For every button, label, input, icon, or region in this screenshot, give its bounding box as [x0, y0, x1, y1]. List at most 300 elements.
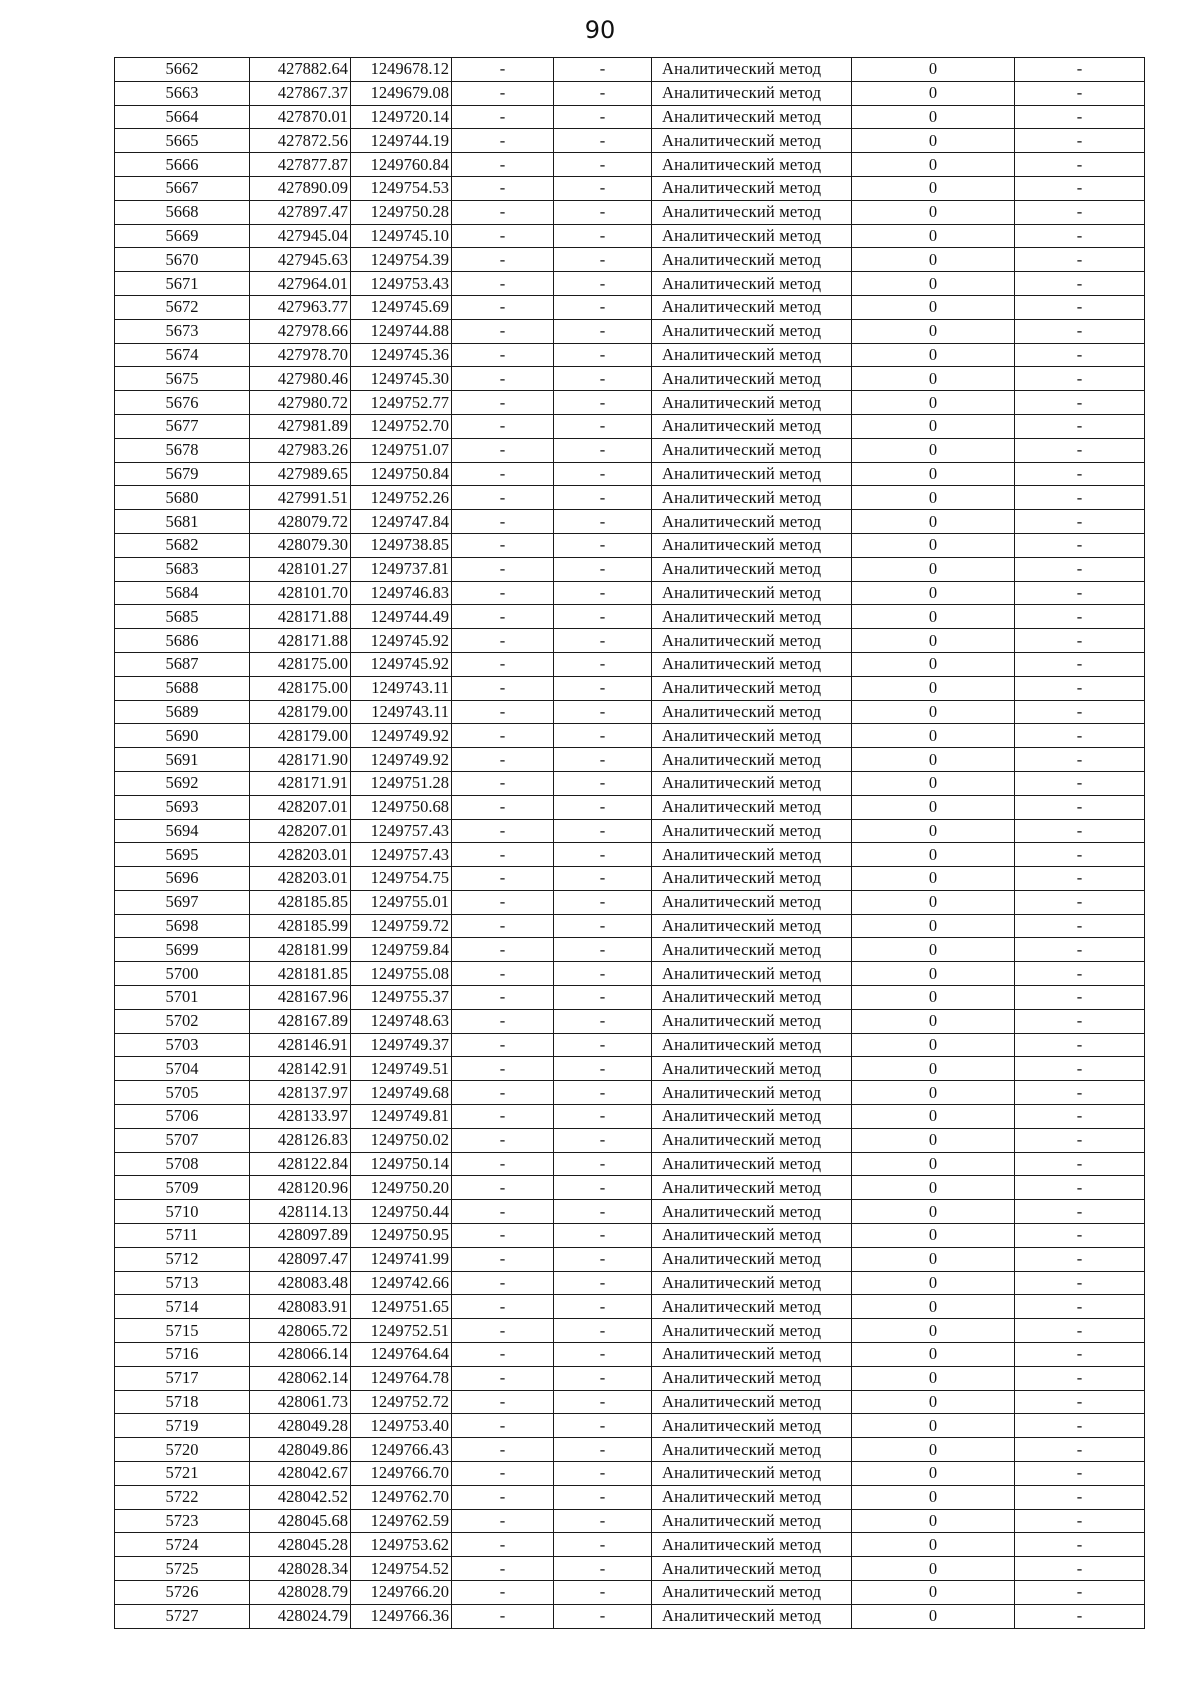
dash-cell: - — [1015, 248, 1145, 272]
error-value-cell: 0 — [852, 1319, 1015, 1343]
dash-cell: - — [554, 343, 652, 367]
table-row — [115, 962, 1145, 986]
x-coordinate-cell: 428114.13 — [250, 1200, 351, 1224]
method-cell: Аналитический метод — [652, 652, 852, 676]
dash-cell: - — [452, 1533, 554, 1557]
point-number-cell: 5712 — [115, 1247, 250, 1271]
dash-cell: - — [452, 771, 554, 795]
method-cell: Аналитический метод — [652, 1319, 852, 1343]
dash-cell: - — [1015, 700, 1145, 724]
error-value-cell: 0 — [852, 581, 1015, 605]
point-number-cell: 5678 — [115, 438, 250, 462]
dash-cell: - — [1015, 272, 1145, 296]
method-cell: Аналитический метод — [652, 1343, 852, 1367]
error-value-cell: 0 — [852, 224, 1015, 248]
y-coordinate-cell: 1249745.10 — [351, 224, 452, 248]
dash-cell: - — [554, 1509, 652, 1533]
x-coordinate-cell: 428066.14 — [250, 1343, 351, 1367]
error-value-cell: 0 — [852, 200, 1015, 224]
dash-cell: - — [1015, 1247, 1145, 1271]
dash-cell: - — [452, 986, 554, 1010]
x-coordinate-cell: 428181.99 — [250, 938, 351, 962]
dash-cell: - — [452, 581, 554, 605]
x-coordinate-cell: 427964.01 — [250, 272, 351, 296]
dash-cell: - — [1015, 748, 1145, 772]
y-coordinate-cell: 1249748.63 — [351, 1009, 452, 1033]
error-value-cell: 0 — [852, 1033, 1015, 1057]
method-cell: Аналитический метод — [652, 1533, 852, 1557]
x-coordinate-cell: 428101.27 — [250, 557, 351, 581]
y-coordinate-cell: 1249744.19 — [351, 129, 452, 153]
dash-cell: - — [1015, 510, 1145, 534]
table-row — [115, 986, 1145, 1010]
x-coordinate-cell: 428097.47 — [250, 1247, 351, 1271]
y-coordinate-cell: 1249754.53 — [351, 176, 452, 200]
x-coordinate-cell: 428079.72 — [250, 510, 351, 534]
dash-cell: - — [452, 962, 554, 986]
table-row — [115, 819, 1145, 843]
point-number-cell: 5704 — [115, 1057, 250, 1081]
point-number-cell: 5711 — [115, 1224, 250, 1248]
dash-cell: - — [554, 319, 652, 343]
y-coordinate-cell: 1249766.70 — [351, 1462, 452, 1486]
dash-cell: - — [1015, 771, 1145, 795]
y-coordinate-cell: 1249764.64 — [351, 1343, 452, 1367]
x-coordinate-cell: 427890.09 — [250, 176, 351, 200]
method-cell: Аналитический метод — [652, 581, 852, 605]
x-coordinate-cell: 428079.30 — [250, 533, 351, 557]
point-number-cell: 5679 — [115, 462, 250, 486]
error-value-cell: 0 — [852, 1295, 1015, 1319]
point-number-cell: 5666 — [115, 153, 250, 177]
table-row — [115, 129, 1145, 153]
dash-cell: - — [1015, 1438, 1145, 1462]
error-value-cell: 0 — [852, 986, 1015, 1010]
dash-cell: - — [554, 867, 652, 891]
dash-cell: - — [1015, 438, 1145, 462]
dash-cell: - — [554, 1319, 652, 1343]
dash-cell: - — [554, 1247, 652, 1271]
point-number-cell: 5717 — [115, 1366, 250, 1390]
dash-cell: - — [1015, 295, 1145, 319]
dash-cell: - — [554, 629, 652, 653]
method-cell: Аналитический метод — [652, 986, 852, 1010]
method-cell: Аналитический метод — [652, 1009, 852, 1033]
table-row — [115, 581, 1145, 605]
table-row — [115, 557, 1145, 581]
point-number-cell: 5718 — [115, 1390, 250, 1414]
y-coordinate-cell: 1249745.92 — [351, 652, 452, 676]
method-cell: Аналитический метод — [652, 391, 852, 415]
dash-cell: - — [554, 1200, 652, 1224]
method-cell: Аналитический метод — [652, 1200, 852, 1224]
table-row — [115, 1247, 1145, 1271]
dash-cell: - — [452, 1271, 554, 1295]
point-number-cell: 5693 — [115, 795, 250, 819]
dash-cell: - — [452, 1319, 554, 1343]
x-coordinate-cell: 428171.91 — [250, 771, 351, 795]
dash-cell: - — [1015, 1343, 1145, 1367]
table-row — [115, 391, 1145, 415]
method-cell: Аналитический метод — [652, 748, 852, 772]
error-value-cell: 0 — [852, 1366, 1015, 1390]
y-coordinate-cell: 1249751.28 — [351, 771, 452, 795]
table-row — [115, 176, 1145, 200]
dash-cell: - — [554, 176, 652, 200]
table-row — [115, 486, 1145, 510]
dash-cell: - — [452, 319, 554, 343]
dash-cell: - — [1015, 367, 1145, 391]
y-coordinate-cell: 1249745.36 — [351, 343, 452, 367]
point-number-cell: 5702 — [115, 1009, 250, 1033]
x-coordinate-cell: 428207.01 — [250, 795, 351, 819]
method-cell: Аналитический метод — [652, 1081, 852, 1105]
method-cell: Аналитический метод — [652, 724, 852, 748]
table-row — [115, 367, 1145, 391]
method-cell: Аналитический метод — [652, 176, 852, 200]
error-value-cell: 0 — [852, 748, 1015, 772]
method-cell: Аналитический метод — [652, 248, 852, 272]
x-coordinate-cell: 428065.72 — [250, 1319, 351, 1343]
dash-cell: - — [452, 1105, 554, 1129]
dash-cell: - — [452, 105, 554, 129]
y-coordinate-cell: 1249749.37 — [351, 1033, 452, 1057]
method-cell: Аналитический метод — [652, 343, 852, 367]
dash-cell: - — [452, 295, 554, 319]
dash-cell: - — [554, 1557, 652, 1581]
x-coordinate-cell: 427989.65 — [250, 462, 351, 486]
dash-cell: - — [1015, 176, 1145, 200]
table-row — [115, 1557, 1145, 1581]
dash-cell: - — [554, 795, 652, 819]
point-number-cell: 5700 — [115, 962, 250, 986]
dash-cell: - — [554, 367, 652, 391]
method-cell: Аналитический метод — [652, 533, 852, 557]
y-coordinate-cell: 1249744.88 — [351, 319, 452, 343]
x-coordinate-cell: 428083.91 — [250, 1295, 351, 1319]
method-cell: Аналитический метод — [652, 1247, 852, 1271]
error-value-cell: 0 — [852, 1271, 1015, 1295]
point-number-cell: 5673 — [115, 319, 250, 343]
method-cell: Аналитический метод — [652, 1485, 852, 1509]
point-number-cell: 5705 — [115, 1081, 250, 1105]
method-cell: Аналитический метод — [652, 1033, 852, 1057]
error-value-cell: 0 — [852, 605, 1015, 629]
dash-cell: - — [554, 1414, 652, 1438]
y-coordinate-cell: 1249766.43 — [351, 1438, 452, 1462]
error-value-cell: 0 — [852, 1390, 1015, 1414]
point-number-cell: 5723 — [115, 1509, 250, 1533]
dash-cell: - — [554, 1033, 652, 1057]
dash-cell: - — [452, 1604, 554, 1628]
dash-cell: - — [452, 1390, 554, 1414]
dash-cell: - — [1015, 1033, 1145, 1057]
error-value-cell: 0 — [852, 248, 1015, 272]
dash-cell: - — [554, 200, 652, 224]
x-coordinate-cell: 428133.97 — [250, 1105, 351, 1129]
error-value-cell: 0 — [852, 1462, 1015, 1486]
table-row — [115, 1438, 1145, 1462]
y-coordinate-cell: 1249750.14 — [351, 1152, 452, 1176]
dash-cell: - — [452, 129, 554, 153]
dash-cell: - — [554, 938, 652, 962]
point-number-cell: 5671 — [115, 272, 250, 296]
x-coordinate-cell: 428203.01 — [250, 867, 351, 891]
method-cell: Аналитический метод — [652, 1581, 852, 1605]
dash-cell: - — [554, 748, 652, 772]
dash-cell: - — [1015, 319, 1145, 343]
error-value-cell: 0 — [852, 272, 1015, 296]
dash-cell: - — [1015, 652, 1145, 676]
table-row — [115, 1009, 1145, 1033]
dash-cell: - — [452, 1438, 554, 1462]
point-number-cell: 5684 — [115, 581, 250, 605]
dash-cell: - — [452, 176, 554, 200]
dash-cell: - — [554, 129, 652, 153]
dash-cell: - — [1015, 1366, 1145, 1390]
dash-cell: - — [554, 1390, 652, 1414]
dash-cell: - — [452, 1414, 554, 1438]
dash-cell: - — [452, 748, 554, 772]
dash-cell: - — [1015, 1581, 1145, 1605]
dash-cell: - — [452, 153, 554, 177]
x-coordinate-cell: 427877.87 — [250, 153, 351, 177]
dash-cell: - — [554, 510, 652, 534]
x-coordinate-cell: 428185.85 — [250, 890, 351, 914]
x-coordinate-cell: 428207.01 — [250, 819, 351, 843]
table-body — [115, 58, 1145, 1629]
dash-cell: - — [452, 724, 554, 748]
table-row — [115, 1604, 1145, 1628]
y-coordinate-cell: 1249752.70 — [351, 414, 452, 438]
table-row — [115, 1081, 1145, 1105]
y-coordinate-cell: 1249745.69 — [351, 295, 452, 319]
error-value-cell: 0 — [852, 319, 1015, 343]
y-coordinate-cell: 1249747.84 — [351, 510, 452, 534]
point-number-cell: 5720 — [115, 1438, 250, 1462]
dash-cell: - — [452, 557, 554, 581]
table-row — [115, 1176, 1145, 1200]
dash-cell: - — [452, 890, 554, 914]
x-coordinate-cell: 428181.85 — [250, 962, 351, 986]
x-coordinate-cell: 428171.90 — [250, 748, 351, 772]
dash-cell: - — [554, 1057, 652, 1081]
point-number-cell: 5683 — [115, 557, 250, 581]
dash-cell: - — [554, 58, 652, 82]
error-value-cell: 0 — [852, 867, 1015, 891]
dash-cell: - — [452, 843, 554, 867]
point-number-cell: 5663 — [115, 81, 250, 105]
method-cell: Аналитический метод — [652, 1271, 852, 1295]
point-number-cell: 5689 — [115, 700, 250, 724]
method-cell: Аналитический метод — [652, 890, 852, 914]
error-value-cell: 0 — [852, 819, 1015, 843]
table-row — [115, 1033, 1145, 1057]
point-number-cell: 5707 — [115, 1128, 250, 1152]
y-coordinate-cell: 1249754.52 — [351, 1557, 452, 1581]
table-row — [115, 700, 1145, 724]
x-coordinate-cell: 427980.72 — [250, 391, 351, 415]
method-cell: Аналитический метод — [652, 462, 852, 486]
method-cell: Аналитический метод — [652, 81, 852, 105]
dash-cell: - — [1015, 1485, 1145, 1509]
dash-cell: - — [1015, 1081, 1145, 1105]
y-coordinate-cell: 1249751.65 — [351, 1295, 452, 1319]
dash-cell: - — [452, 486, 554, 510]
y-coordinate-cell: 1249743.11 — [351, 700, 452, 724]
dash-cell: - — [1015, 986, 1145, 1010]
y-coordinate-cell: 1249750.68 — [351, 795, 452, 819]
method-cell: Аналитический метод — [652, 414, 852, 438]
table-row — [115, 414, 1145, 438]
dash-cell: - — [554, 1366, 652, 1390]
dash-cell: - — [554, 1081, 652, 1105]
y-coordinate-cell: 1249762.59 — [351, 1509, 452, 1533]
dash-cell: - — [452, 438, 554, 462]
table-row — [115, 343, 1145, 367]
x-coordinate-cell: 428024.79 — [250, 1604, 351, 1628]
x-coordinate-cell: 427882.64 — [250, 58, 351, 82]
table-row — [115, 676, 1145, 700]
table-row — [115, 748, 1145, 772]
x-coordinate-cell: 427981.89 — [250, 414, 351, 438]
method-cell: Аналитический метод — [652, 486, 852, 510]
x-coordinate-cell: 428167.89 — [250, 1009, 351, 1033]
point-number-cell: 5713 — [115, 1271, 250, 1295]
y-coordinate-cell: 1249743.11 — [351, 676, 452, 700]
point-number-cell: 5692 — [115, 771, 250, 795]
dash-cell: - — [1015, 1509, 1145, 1533]
dash-cell: - — [554, 1581, 652, 1605]
error-value-cell: 0 — [852, 629, 1015, 653]
y-coordinate-cell: 1249738.85 — [351, 533, 452, 557]
dash-cell: - — [554, 438, 652, 462]
error-value-cell: 0 — [852, 1485, 1015, 1509]
y-coordinate-cell: 1249762.70 — [351, 1485, 452, 1509]
dash-cell: - — [554, 486, 652, 510]
y-coordinate-cell: 1249751.07 — [351, 438, 452, 462]
error-value-cell: 0 — [852, 295, 1015, 319]
point-number-cell: 5687 — [115, 652, 250, 676]
x-coordinate-cell: 427897.47 — [250, 200, 351, 224]
table-row — [115, 510, 1145, 534]
page-number: 90 — [584, 16, 616, 44]
x-coordinate-cell: 428185.99 — [250, 914, 351, 938]
y-coordinate-cell: 1249749.68 — [351, 1081, 452, 1105]
x-coordinate-cell: 428028.79 — [250, 1581, 351, 1605]
dash-cell: - — [1015, 1557, 1145, 1581]
point-number-cell: 5672 — [115, 295, 250, 319]
method-cell: Аналитический метод — [652, 1128, 852, 1152]
dash-cell: - — [1015, 1462, 1145, 1486]
x-coordinate-cell: 428171.88 — [250, 629, 351, 653]
point-number-cell: 5710 — [115, 1200, 250, 1224]
y-coordinate-cell: 1249753.40 — [351, 1414, 452, 1438]
dash-cell: - — [1015, 1224, 1145, 1248]
table-row — [115, 867, 1145, 891]
point-number-cell: 5724 — [115, 1533, 250, 1557]
dash-cell: - — [452, 1247, 554, 1271]
error-value-cell: 0 — [852, 1604, 1015, 1628]
dash-cell: - — [452, 343, 554, 367]
dash-cell: - — [554, 248, 652, 272]
table-row — [115, 1128, 1145, 1152]
dash-cell: - — [452, 629, 554, 653]
dash-cell: - — [554, 700, 652, 724]
dash-cell: - — [452, 1057, 554, 1081]
dash-cell: - — [452, 533, 554, 557]
table-row — [115, 605, 1145, 629]
table-row — [115, 224, 1145, 248]
x-coordinate-cell: 428146.91 — [250, 1033, 351, 1057]
x-coordinate-cell: 428045.68 — [250, 1509, 351, 1533]
y-coordinate-cell: 1249752.77 — [351, 391, 452, 415]
point-number-cell: 5726 — [115, 1581, 250, 1605]
table-row — [115, 938, 1145, 962]
table-row — [115, 105, 1145, 129]
dash-cell: - — [554, 414, 652, 438]
dash-cell: - — [1015, 533, 1145, 557]
dash-cell: - — [1015, 200, 1145, 224]
dash-cell: - — [554, 81, 652, 105]
error-value-cell: 0 — [852, 438, 1015, 462]
dash-cell: - — [1015, 819, 1145, 843]
dash-cell: - — [1015, 890, 1145, 914]
point-number-cell: 5719 — [115, 1414, 250, 1438]
table-row — [115, 1105, 1145, 1129]
table-row — [115, 1533, 1145, 1557]
y-coordinate-cell: 1249750.20 — [351, 1176, 452, 1200]
point-number-cell: 5668 — [115, 200, 250, 224]
table-row — [115, 914, 1145, 938]
error-value-cell: 0 — [852, 129, 1015, 153]
point-number-cell: 5669 — [115, 224, 250, 248]
dash-cell: - — [554, 605, 652, 629]
point-number-cell: 5709 — [115, 1176, 250, 1200]
table-row — [115, 1343, 1145, 1367]
table-row — [115, 890, 1145, 914]
error-value-cell: 0 — [852, 1414, 1015, 1438]
dash-cell: - — [452, 700, 554, 724]
dash-cell: - — [1015, 391, 1145, 415]
method-cell: Аналитический метод — [652, 629, 852, 653]
dash-cell: - — [452, 200, 554, 224]
y-coordinate-cell: 1249752.51 — [351, 1319, 452, 1343]
error-value-cell: 0 — [852, 1176, 1015, 1200]
y-coordinate-cell: 1249759.84 — [351, 938, 452, 962]
point-number-cell: 5690 — [115, 724, 250, 748]
table-row — [115, 1390, 1145, 1414]
x-coordinate-cell: 427945.63 — [250, 248, 351, 272]
dash-cell: - — [554, 1176, 652, 1200]
error-value-cell: 0 — [852, 843, 1015, 867]
dash-cell: - — [452, 652, 554, 676]
x-coordinate-cell: 428120.96 — [250, 1176, 351, 1200]
x-coordinate-cell: 428097.89 — [250, 1224, 351, 1248]
dash-cell: - — [1015, 1414, 1145, 1438]
dash-cell: - — [554, 724, 652, 748]
y-coordinate-cell: 1249755.37 — [351, 986, 452, 1010]
point-number-cell: 5699 — [115, 938, 250, 962]
dash-cell: - — [452, 605, 554, 629]
table-row — [115, 81, 1145, 105]
y-coordinate-cell: 1249742.66 — [351, 1271, 452, 1295]
dash-cell: - — [452, 914, 554, 938]
table-row — [115, 795, 1145, 819]
point-number-cell: 5674 — [115, 343, 250, 367]
dash-cell: - — [554, 1271, 652, 1295]
y-coordinate-cell: 1249750.02 — [351, 1128, 452, 1152]
